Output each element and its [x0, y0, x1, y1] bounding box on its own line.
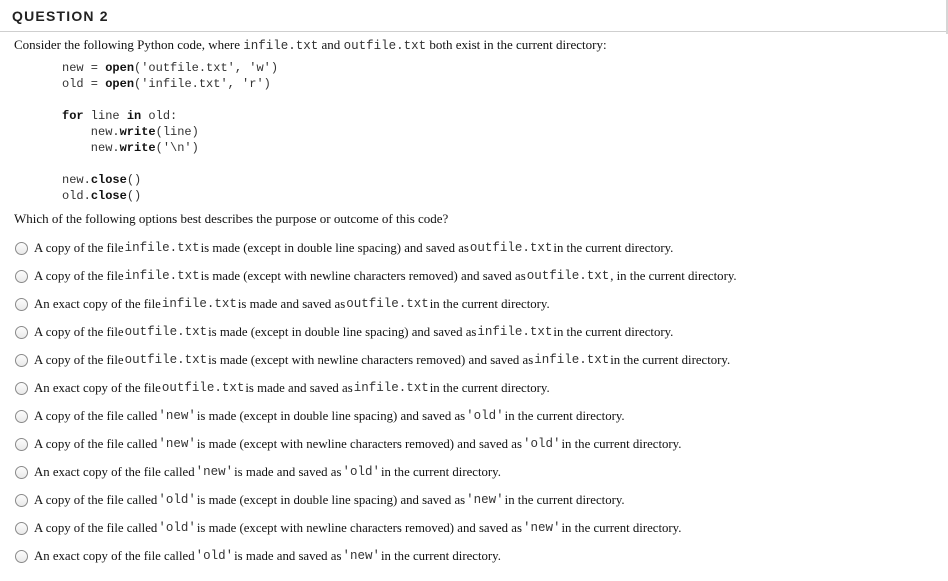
radio-button[interactable]	[15, 438, 28, 451]
option-code: infile.txt	[124, 269, 200, 283]
radio-button[interactable]	[15, 354, 28, 367]
code-line	[62, 76, 278, 92]
code-token: new =	[62, 61, 106, 75]
option-text: is made and saved as	[245, 380, 353, 395]
option-text: in the current directory.	[561, 436, 682, 451]
answer-option[interactable]	[15, 486, 737, 514]
code-line	[62, 124, 278, 140]
option-text: is made (except with newline characters removed) and saved as	[200, 268, 526, 283]
code-line	[62, 60, 278, 76]
option-text: A copy of the file	[34, 324, 124, 339]
option-text: in the current directory.	[553, 324, 674, 339]
option-code: 'new'	[158, 409, 196, 423]
option-code: outfile.txt	[526, 269, 610, 283]
option-code: 'old'	[195, 549, 234, 563]
code-token: new.	[62, 173, 91, 187]
question-header	[0, 0, 948, 32]
radio-button[interactable]	[15, 550, 28, 563]
option-text: is made (except with newline characters removed) and saved as	[208, 352, 534, 367]
option-text: in the current directory.	[610, 352, 731, 367]
option-text: , in the current directory.	[610, 268, 737, 283]
option-text: is made (except with newline characters removed) and saved as	[196, 436, 522, 451]
code-token: old =	[62, 77, 106, 91]
option-code: 'old'	[158, 493, 196, 507]
answer-option[interactable]	[15, 374, 737, 402]
answer-option[interactable]	[15, 514, 737, 542]
prompt-text: both exist in the current directory:	[426, 37, 607, 52]
option-text: A copy of the file	[34, 268, 124, 283]
prompt-text: Consider the following Python code, where	[14, 37, 244, 52]
code-blank-line	[62, 156, 278, 172]
option-code: 'old'	[342, 465, 380, 479]
prompt-text: and	[318, 37, 344, 52]
option-text: A copy of the file	[34, 240, 124, 255]
answer-option[interactable]	[15, 542, 737, 570]
code-keyword: write	[119, 125, 156, 139]
option-code: 'new'	[466, 493, 504, 507]
option-text: A copy of the file called	[34, 436, 158, 451]
option-code: 'new'	[522, 521, 561, 535]
option-text: A copy of the file called	[34, 492, 158, 507]
option-text: is made (except in double line spacing) and saved as	[200, 240, 469, 255]
question-text: Which of the following options best describes the purpose or outcome of this code?	[14, 211, 449, 226]
option-text: in the current directory.	[429, 380, 550, 395]
option-text: in the current directory.	[380, 464, 501, 479]
option-text: in the current directory.	[429, 296, 550, 311]
code-keyword: in	[126, 109, 142, 123]
answer-option[interactable]	[15, 262, 737, 290]
option-text: An exact copy of the file called	[34, 548, 195, 563]
option-code: infile.txt	[534, 353, 610, 367]
answer-option[interactable]	[15, 458, 737, 486]
option-text: is made and saved as	[237, 296, 346, 311]
option-code: 'old'	[466, 409, 504, 423]
option-text: is made and saved as	[234, 548, 342, 563]
option-text: is made and saved as	[234, 464, 342, 479]
question-prompt	[14, 37, 607, 53]
code-keyword: close	[90, 173, 127, 187]
radio-button[interactable]	[15, 298, 28, 311]
answer-option[interactable]	[15, 346, 737, 374]
option-text: in the current directory.	[553, 240, 674, 255]
code-line	[62, 108, 278, 124]
radio-button[interactable]	[15, 242, 28, 255]
code-line	[62, 172, 278, 188]
code-token: old.	[62, 189, 91, 203]
option-text: A copy of the file	[34, 352, 124, 367]
option-code: infile.txt	[353, 381, 429, 395]
radio-button[interactable]	[15, 466, 28, 479]
option-text: A copy of the file called	[34, 408, 158, 423]
code-token: ()	[126, 189, 142, 203]
option-text: An exact copy of the file	[34, 296, 161, 311]
option-code: outfile.txt	[124, 353, 208, 367]
code-keyword: for	[62, 109, 84, 123]
code-token: (line)	[155, 125, 199, 139]
code-keyword: open	[105, 61, 135, 75]
code-token: ()	[126, 173, 142, 187]
question-title: QUESTION 2	[12, 7, 109, 24]
option-code: outfile.txt	[346, 297, 429, 311]
option-code: outfile.txt	[469, 241, 553, 255]
option-text: in the current directory.	[380, 548, 501, 563]
code-blank-line	[62, 92, 278, 108]
option-text: A copy of the file called	[34, 520, 158, 535]
answer-option[interactable]	[15, 318, 737, 346]
code-line	[62, 140, 278, 156]
code-keyword: write	[119, 141, 156, 155]
option-text: is made (except in double line spacing) and saved as	[196, 408, 466, 423]
option-code: infile.txt	[161, 297, 237, 311]
option-code: 'old'	[158, 521, 196, 535]
prompt-file-infile: infile.txt	[243, 39, 319, 53]
option-code: infile.txt	[124, 241, 200, 255]
radio-button[interactable]	[15, 494, 28, 507]
radio-button[interactable]	[15, 326, 28, 339]
code-token: ('infile.txt', 'r')	[134, 77, 271, 91]
code-token: ('outfile.txt', 'w')	[134, 61, 279, 75]
code-token: old:	[141, 109, 178, 123]
option-code: 'new'	[158, 437, 196, 451]
option-text: is made (except with newline characters removed) and saved as	[196, 520, 522, 535]
prompt-file-outfile: outfile.txt	[343, 39, 427, 53]
answer-option[interactable]	[15, 290, 737, 318]
option-code: 'new'	[342, 549, 380, 563]
radio-button[interactable]	[15, 270, 28, 283]
answer-option[interactable]	[15, 402, 737, 430]
radio-button[interactable]	[15, 382, 28, 395]
code-block	[62, 60, 278, 204]
code-keyword: open	[105, 77, 135, 91]
option-code: 'old'	[522, 437, 561, 451]
option-code: 'new'	[195, 465, 234, 479]
option-text: in the current directory.	[504, 408, 625, 423]
option-text: in the current directory.	[561, 520, 682, 535]
code-token: line	[83, 109, 127, 123]
code-line	[62, 188, 278, 204]
option-text: is made (except in double line spacing) and saved as	[208, 324, 477, 339]
option-text: An exact copy of the file called	[34, 464, 195, 479]
code-token: new.	[62, 141, 120, 155]
code-keyword: close	[90, 189, 127, 203]
option-code: infile.txt	[477, 325, 553, 339]
option-code: outfile.txt	[161, 381, 245, 395]
option-text: An exact copy of the file	[34, 380, 161, 395]
answer-options	[15, 234, 737, 570]
radio-button[interactable]	[15, 410, 28, 423]
answer-option[interactable]	[15, 430, 737, 458]
code-token: new.	[62, 125, 120, 139]
option-text: is made (except in double line spacing) and saved as	[196, 492, 466, 507]
option-code: outfile.txt	[124, 325, 208, 339]
option-text: in the current directory.	[504, 492, 625, 507]
code-token: ('\n')	[155, 141, 199, 155]
radio-button[interactable]	[15, 522, 28, 535]
answer-option[interactable]	[15, 234, 737, 262]
